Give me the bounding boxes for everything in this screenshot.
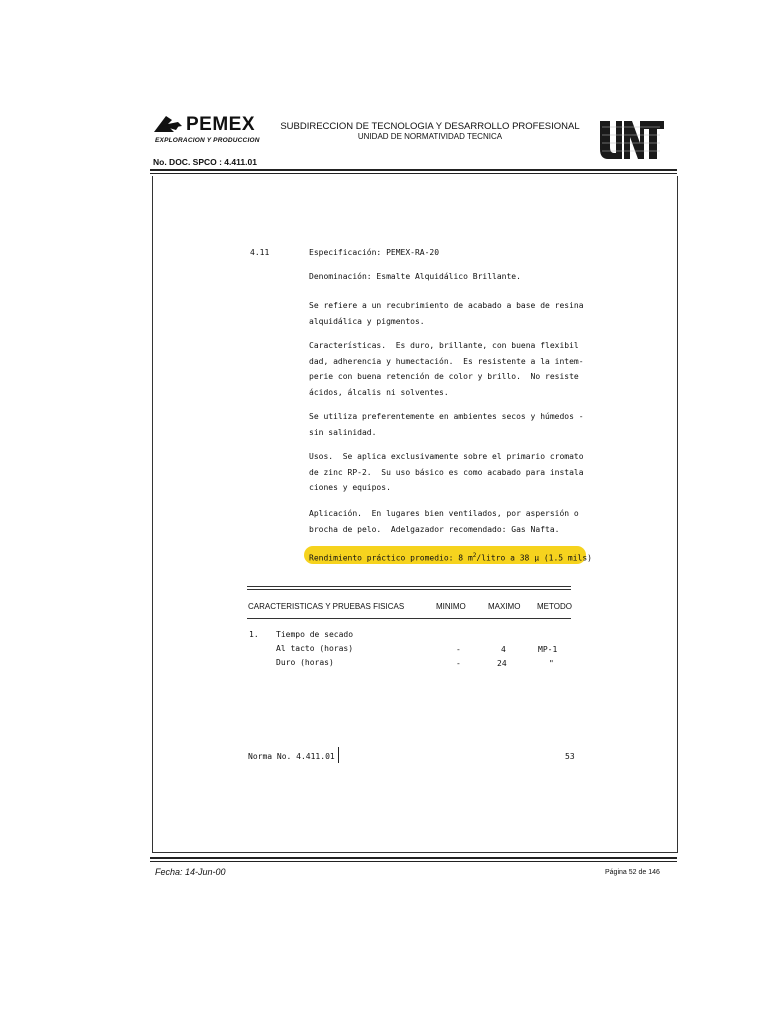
paragraph-description [309,298,589,329]
rendimiento-pre: Rendimiento práctico promedio: 8 m [309,553,473,563]
paragraph-line: de zinc RP-2. Su uso básico es como acabado para instala [309,467,584,477]
table-header-characteristics: CARACTERISTICAS Y PRUEBAS FISICAS [248,602,405,611]
table-header-min: MINIMO [436,602,466,611]
rendimiento-superscript: 2 [472,552,477,559]
paragraph-line: alquidálica y pigmentos. [309,316,425,326]
pemex-wordmark: PEMEX [186,114,256,135]
norma-mark [338,747,339,763]
table-cell-max: 4 [501,645,506,654]
paragraph-line: perie con buena retención de color y brillo. No resiste [309,372,579,381]
paragraph-aplicacion [309,506,589,537]
rendimiento-text [309,548,592,566]
table-header-max: MAXIMO [488,602,521,611]
inner-page-number: 53 [565,752,575,761]
document-number: No. DOC. SPCO : 4.411.01 [153,157,257,167]
paragraph-line: brocha de pelo. Adelgazador recomendado: Gas Nafta. [309,524,560,534]
norma-number: Norma No. 4.411.01 [248,752,335,761]
paragraph-usos [309,449,589,496]
denominacion: Denominación: Esmalte Alquidálico Brillante. [309,272,521,281]
paragraph-line: Se utiliza preferentemente en ambientes secos y húmedos - [309,412,584,421]
paragraph-line: Se refiere a un recubrimiento de acabado a base de resina [309,301,584,310]
paragraph-line: Características. Es duro, brillante, con buena flexibil [309,341,579,350]
footer-page: Página 52 de 146 [605,869,660,876]
pemex-eagle-icon [152,112,186,136]
header-subtitle: UNIDAD DE NORMATIVIDAD TECNICA [357,132,503,141]
footer-rule-thin [150,861,677,862]
table-row-label: Tiempo de secado [276,630,354,639]
rendimiento-post: /litro a 38 μ (1.5 mils) [476,553,592,563]
header-rule-thin [150,173,677,174]
specification: Especificación: PEMEX-RA-20 [309,248,440,257]
paragraph-utiliza [309,409,589,440]
paragraph-caracteristicas [309,338,589,400]
table-row-label: Duro (horas) [276,658,334,667]
table-cell-max: 24 [497,659,507,668]
footer-rule-thick [150,857,677,859]
table-cell-min: - [456,645,461,654]
pemex-subtitle: EXPLORACION Y PRODUCCION [155,137,260,144]
table-rule-top [247,586,571,587]
table-row-label: Al tacto (horas) [276,644,354,653]
paragraph-line: Aplicación. En lugares bien ventilados, por aspersión o [309,509,579,518]
paragraph-line: Usos. Se aplica exclusivamente sobre el primario cromato [309,452,584,461]
section-number: 4.11 [250,248,270,257]
table-cell-method: MP-1 [538,645,558,654]
table-rule-top-2 [247,589,571,590]
table-cell-method: " [549,659,554,668]
paragraph-line: sin salinidad. [309,427,377,437]
paragraph-line: ácidos, álcalis ni solventes. [309,387,449,397]
header-title: SUBDIRECCION DE TECNOLOGIA Y DESARROLLO PROFESIONAL [280,121,580,132]
paragraph-line: ciones y equipos. [309,483,391,492]
table-row-number: 1. [249,630,259,639]
paragraph-line: dad, adherencia y humectación. Es resistente a la intem- [309,356,584,366]
table-cell-min: - [456,659,461,668]
table-header-method: METODO [537,602,572,611]
table-rule-header [247,618,571,619]
footer-date: Fecha: 14-Jun-00 [155,867,226,877]
header-rule-thick [150,169,677,171]
unt-logo [598,117,664,167]
unt-logo-graphic [598,117,664,163]
